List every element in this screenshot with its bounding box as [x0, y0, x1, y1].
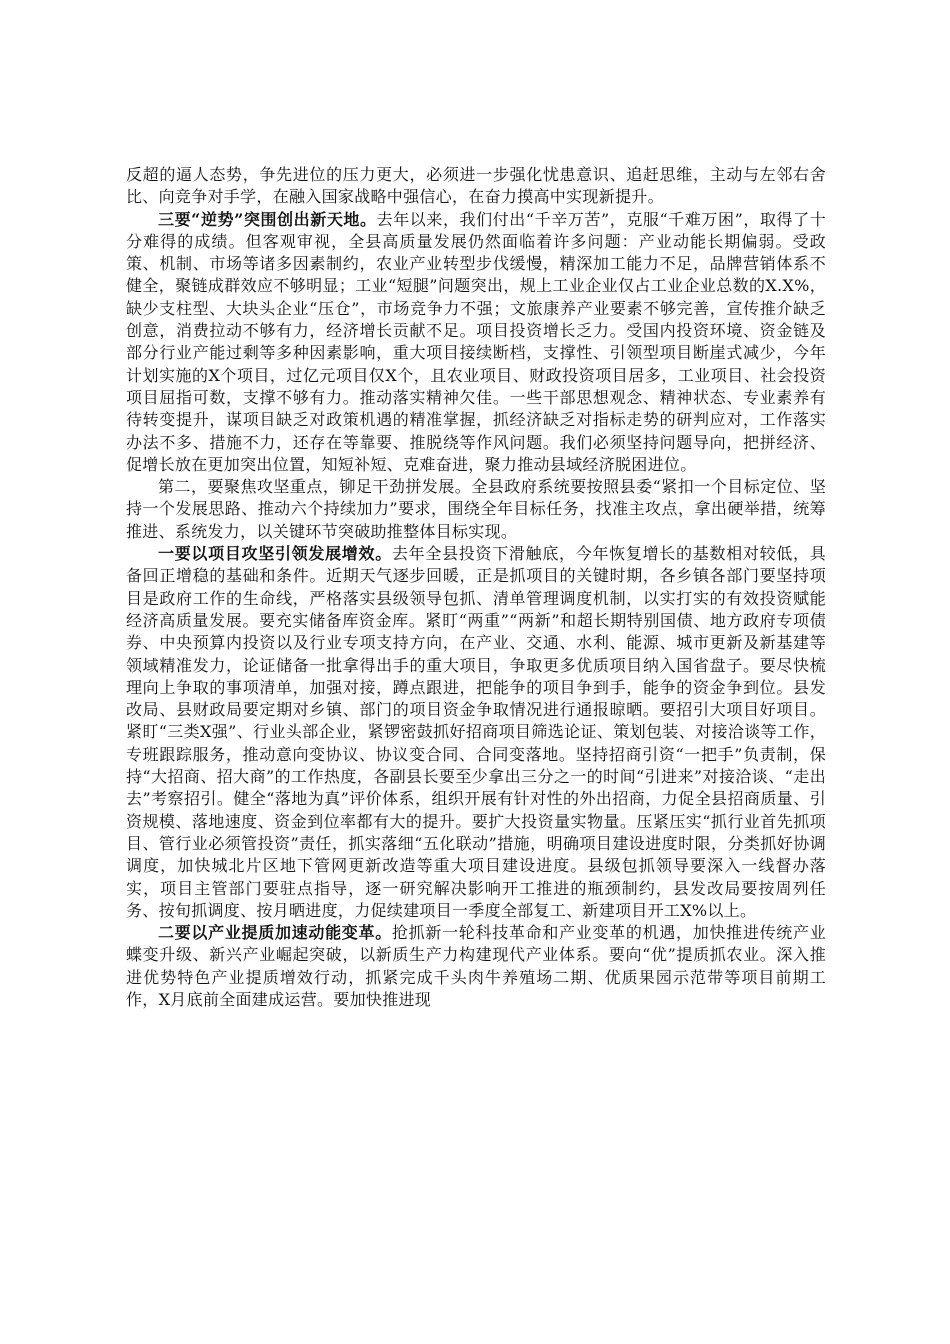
paragraph-text: 抢抓新一轮科技革命和产业变革的机遇，加快推进传统产业蝶变升级、新兴产业崛起突破，以新质生产力构建现代产业体系。要向“优”提质抓农业。深入推进优势特色产业提质增效行动，抓紧完成千头肉牛养殖场二期、优质果园示范带等项目前期工作，X月底前全面建成运营。要加快推进现 [126, 923, 827, 1009]
paragraph-continuation [126, 164, 826, 209]
paragraph-text: 去年以来，我们付出“千辛万苦”，克服“千难万困”，取得了十分难得的成绩。但客观审视，全县高质量发展仍然面临着许多问题：产业动能长期偏弱。受政策、机制、市场等诸多因素制约，农业产业转型步伐缓慢，精深加工能力不足，品牌营销体系不健全，聚链成群效应不够明显；工业“短腿”问题突出，规上工业企业仅占工业企业总数的X.X%，缺少支柱型、大块头企业“压仓”，市场竞争力不强；文旅康养产业要素不够完善，宣传推介缺乏创意，消费拉动不够有力，经济增长贡献不足。项目投资增长乏力。受国内投资环境、资金链及部分行业产能过剩等多种因素影响，重大项目接续断档，支撑性、引领型项目断崖式减少，今年计划实施的X个项目，过亿元项目仅X个，且农业项目、财政投资项目居多，工业项目、社会投资项目屈指可数，支撑不够有力。推动落实精神欠佳。一些干部思想观念、精神状态、专业素养有待转变提升，谋项目缺乏对政策机遇的精准掌握，抓经济缺乏对指标走势的研判应对，工作落实办法不多、措施不力，还存在等靠要、推脱绕等作风问题。我们必须坚持问题导向，把拼经济、促增长放在更加突出位置，知短补短、克难奋进，聚力推动县域经济脱困进位。 [126, 209, 827, 474]
paragraph-text: 反超的逼人态势，争先进位的压力更大，必须进一步强化忧患意识、追赶思维，主动与左邻右舍比、向竞争对手学，在融入国家战略中强信心，在奋力摸高中实现新提升。 [126, 165, 826, 207]
paragraph-text: 第二，要聚焦攻坚重点，铆足干劲拼发展。全县政府系统要按照县委“紧扣一个目标定位、坚持一个发展思路、推动六个持续加力”要求，围绕全年目标任务，找准主攻点，拿出硬举措，统筹推进、系统发力，以关键环节突破助推整体目标实现。 [126, 477, 826, 541]
paragraph-two-industry [126, 922, 826, 1011]
document-body [126, 164, 826, 1011]
paragraph-text: 去年全县投资下滑触底，今年恢复增长的基数相对较低，具备回正增稳的基础和条件。近期天气逐步回暖，正是抓项目的关键时期，各乡镇各部门要坚持项目是政府工作的生命线，严格落实县级领导包抓、清单管理调度机制，以实打实的有效投资赋能经济高质量发展。要充实储备库资金库。紧盯“两重”“两新”和超长期特别国债、地方政府专项债券、中央预算内投资以及行业专项支持方向，在产业、交通、水利、能源、城市更新及新基建等领域精准发力，论证储备一批拿得出手的重大项目，争取更多优质项目纳入国省盘子。要尽快梳理向上争取的事项清单，加强对接，蹲点跟进，把能争的项目争到手，能争的资金争到位。县发改局、县财政局要定期对乡镇、部门的项目资金争取情况进行通报晾晒。要招引大项目好项目。紧盯“三类X强”、行业头部企业，紧锣密鼓抓好招商项目筛选论证、策划包装、对接洽谈等工作，专班跟踪服务，推动意向变协议、协议变合同、合同变落地。坚持招商引资“一把手”负责制，保持“大招商、招大商”的工作热度，各副县长要至少拿出三分之一的时间“引进来”对接洽谈、“走出去”考察招引。健全“落地为真”评价体系，组织开展有针对性的外出招商，力促全县招商质量、引资规模、落地速度、资金到位率都有大的提升。要扩大投资量实物量。压紧压实“抓行业首先抓项目、管行业必须管投资”责任，抓实落细“五化联动”措施，明确项目建设进度时限，分类抓好协调调度，加快城北片区地下管网更新改造等重大项目建设进度。县级包抓领导要深入一线督办落实，项目主管部门要驻点指导，逐一研究解决影响开工推进的瓶颈制约，县发改局要按周列任务、按旬抓调度、按月晒进度，力促续建项目一季度全部复工、新建项目开工X%以上。 [126, 544, 827, 920]
paragraph-one-projects [126, 543, 826, 922]
paragraph-heading: 二要以产业提质加速动能变革。 [158, 923, 392, 943]
paragraph-second-focus [126, 476, 826, 543]
paragraph-heading: 三要“逆势”突围创出新天地。 [158, 209, 377, 229]
paragraph-three-breakthrough [126, 209, 826, 477]
paragraph-heading: 一要以项目攻坚引领发展增效。 [158, 544, 392, 564]
